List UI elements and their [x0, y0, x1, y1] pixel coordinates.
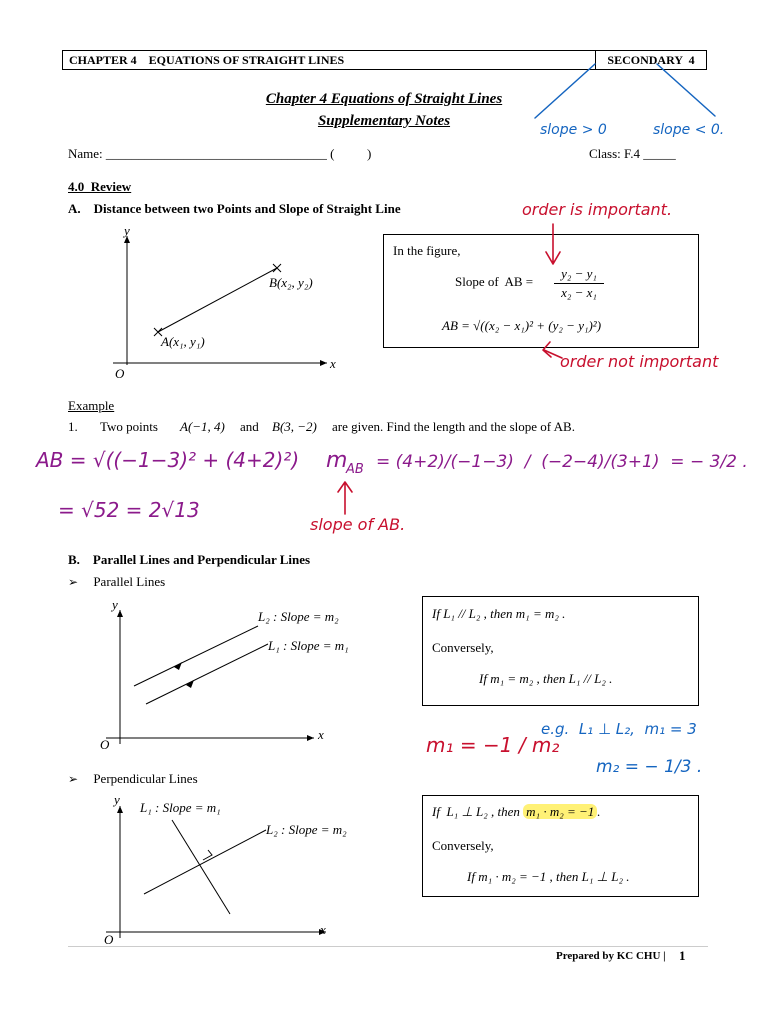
hw-example-line2: m₂ = − 1/3 . — [596, 757, 703, 777]
perpendicular-title: Perpendicular Lines — [93, 771, 198, 786]
fig-c-origin: O — [104, 932, 114, 947]
distance-slope-figure — [105, 222, 345, 382]
point-a-label: A(x₁, y₁) — [161, 334, 205, 349]
section-b-heading: B. Parallel Lines and Perpendicular Lines — [68, 552, 311, 567]
perpendicular-rule-box — [422, 795, 699, 897]
perp-rule-1-highlight: m₁ · m₂ = −1 — [523, 804, 597, 819]
note-slope-negative: slope < 0. — [653, 122, 725, 138]
example-point-b: B(3, −2) — [272, 419, 317, 434]
formula-intro: In the figure, — [393, 243, 461, 258]
bullet-arrow-icon: ➢ — [68, 575, 79, 589]
fig-b-x-label: x — [318, 727, 324, 742]
bullet-parallel — [68, 574, 165, 590]
line-l2-perp — [144, 830, 266, 894]
hw-slope-of-ab: slope of AB. — [310, 515, 406, 534]
parallel-title: Parallel Lines — [93, 574, 166, 589]
parallel-conversely: Conversely, — [432, 640, 494, 655]
distance-formula: AB = √((x₂ − x₁)² + (y₂ − y₁)²) — [442, 318, 602, 333]
chapter-title: CHAPTER 4 EQUATIONS OF STRAIGHT LINES — [69, 53, 345, 67]
segment-ab — [158, 268, 277, 332]
fig-a-origin: O — [115, 366, 125, 381]
page-number: 1 — [679, 948, 686, 963]
hw-example-line1: e.g. L₁ ⊥ L₂, m₁ = 3 — [541, 720, 697, 738]
section-review-heading: 4.0 Review — [68, 179, 132, 194]
fig-a-x-label: x — [330, 356, 336, 371]
note-order-not-important: order not important — [560, 352, 719, 371]
slope-denominator: x₂ − x₁ — [561, 285, 597, 300]
slope-formula-label: Slope of AB = — [455, 274, 534, 289]
line-l1-perp — [172, 820, 230, 914]
example-text-b: are given. Find the length and the slope of AB. — [332, 419, 575, 434]
parallel-rule-box — [422, 596, 699, 706]
fig-b-y-label: y — [112, 597, 118, 612]
arrow-to-slope-annotation — [540, 222, 570, 272]
label-l2-slope: L₂ : Slope = m₂ — [258, 609, 339, 624]
example-point-a: A(−1, 4) — [180, 419, 225, 434]
perp-rule-2: If m₁ · m₂ = −1 , then L₁ ⊥ L₂ . — [467, 869, 630, 884]
fig-c-x-label: x — [320, 922, 326, 937]
slope-sign-sketches — [525, 58, 740, 128]
fig-c-y-label: y — [114, 792, 120, 807]
perp-rule-1: If L₁ ⊥ L₂ , then m₁ · m₂ = −1 . — [432, 804, 601, 819]
parallel-rule-2: If m₁ = m₂ , then L₁ // L₂ . — [479, 671, 613, 686]
label-l1-perp: L₁ : Slope = m₁ — [140, 800, 221, 815]
label-l1-slope: L₁ : Slope = m₁ — [268, 638, 349, 653]
note-order-important: order is important. — [522, 200, 673, 219]
page-subtitle: Supplementary Notes — [317, 113, 451, 129]
parallel-rule-1: If L₁ // L₂ , then m₁ = m₂ . — [432, 606, 566, 621]
example-and: and — [240, 419, 259, 434]
hw-m1-inverse: m₁ = −1 / m₂ — [426, 733, 560, 757]
arrow-to-slope-note — [330, 478, 360, 518]
note-slope-positive: slope > 0 — [540, 122, 607, 138]
hw-m-symbol: m — [326, 448, 348, 473]
footer-prepared-by: Prepared by KC CHU | — [556, 950, 666, 962]
point-b-mark — [273, 264, 281, 272]
fraction-bar — [554, 283, 604, 284]
hw-m-subscript: AB — [346, 462, 364, 477]
hw-slope-calc: = (4+2)/(−1−3) / (−2−4)/(3+1) = − 3/2 . — [376, 452, 748, 472]
perp-conversely: Conversely, — [432, 838, 494, 853]
slope-numerator: y₂ − y₁ — [561, 266, 597, 281]
hw-ab-calc-2: = √52 = 2√13 — [58, 498, 200, 522]
name-field-label: Name: __________________________________ ( ) — [68, 146, 372, 161]
level-label: SECONDARY 4 — [595, 51, 706, 69]
example-heading: Example — [68, 398, 115, 413]
page-title: Chapter 4 Equations of Straight Lines — [265, 91, 503, 107]
section-a-heading: A. Distance between two Points and Slope of Straight Line — [68, 201, 401, 216]
class-field-label: Class: F.4 _____ — [589, 146, 676, 161]
fig-a-y-label: y — [124, 223, 130, 238]
point-b-label: B(x₂, y₂) — [269, 275, 313, 290]
line-l1 — [146, 644, 268, 704]
perp-rule-1-text: If L₁ ⊥ L₂ , then — [432, 804, 520, 819]
bullet-arrow-icon: ➢ — [68, 772, 79, 786]
example-text-a: Two points — [100, 419, 158, 434]
label-l2-perp: L₂ : Slope = m₂ — [266, 822, 347, 837]
fig-b-origin: O — [100, 737, 110, 752]
example-number: 1. — [68, 419, 78, 434]
footer-divider — [68, 946, 708, 947]
bullet-perpendicular — [68, 771, 198, 787]
line-l2 — [134, 626, 258, 686]
hw-ab-calc-1: AB = √((−1−3)² + (4+2)²) — [36, 448, 300, 472]
